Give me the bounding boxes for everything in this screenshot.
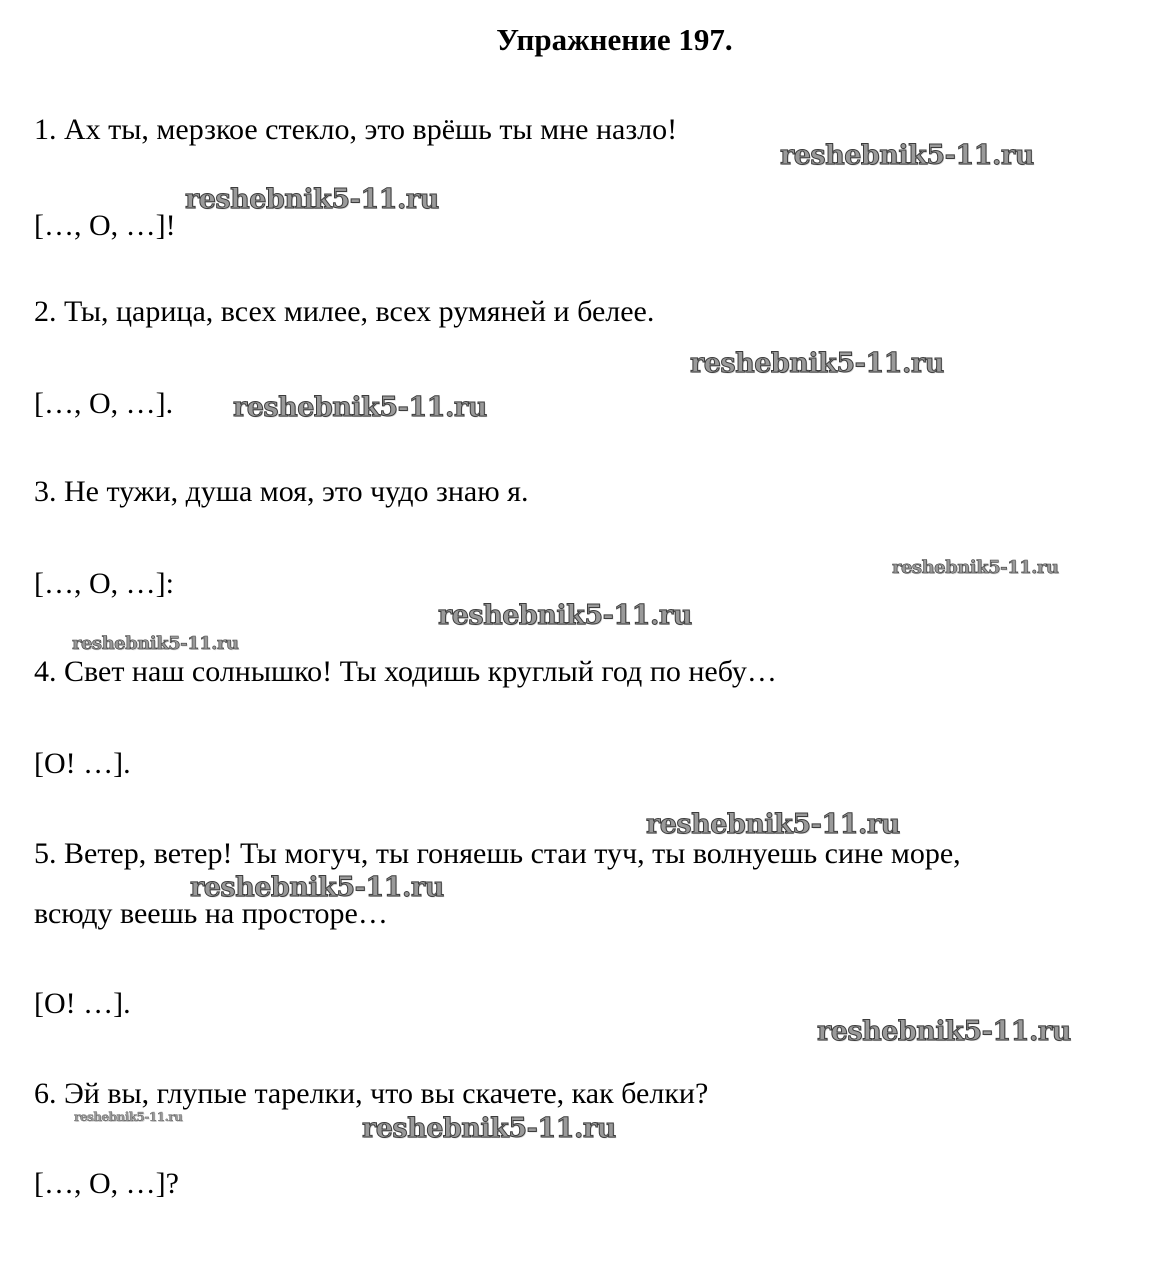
scheme-4: [О! …]. [34, 747, 131, 780]
scheme-6: […, О, …]? [34, 1167, 179, 1200]
sentence-3: 3. Не тужи, душа моя, это чудо знаю я. [34, 475, 529, 508]
watermark: reshebnik5-11.ru [690, 348, 944, 379]
sentence-1: 1. Ах ты, мерзкое стекло, это врёшь ты мне назло! [34, 113, 678, 146]
watermark: reshebnik5-11.ru [780, 140, 1034, 171]
watermark: reshebnik5-11.ru [185, 184, 439, 215]
sentence-6: 6. Эй вы, глупые тарелки, что вы скачете, как белки? [34, 1077, 709, 1110]
watermark: reshebnik5-11.ru [190, 872, 444, 903]
sentence-2: 2. Ты, царица, всех милее, всех румяней и белее. [34, 295, 655, 328]
watermark: reshebnik5-11.ru [74, 1110, 183, 1124]
sentence-5-line-1: 5. Ветер, ветер! Ты могуч, ты гоняешь стаи туч, ты волнуешь сине море, [34, 837, 961, 870]
scheme-3: […, О, …]: [34, 567, 174, 600]
scheme-1: […, О, …]! [34, 209, 176, 242]
watermark: reshebnik5-11.ru [438, 600, 692, 631]
watermark: reshebnik5-11.ru [817, 1016, 1071, 1047]
scheme-2: […, О, …]. [34, 387, 174, 420]
sentence-4: 4. Свет наш солнышко! Ты ходишь круглый год по небу… [34, 655, 777, 688]
watermark: reshebnik5-11.ru [233, 392, 487, 423]
watermark: reshebnik5-11.ru [892, 557, 1059, 578]
watermark: reshebnik5-11.ru [362, 1113, 616, 1144]
exercise-title: Упражнение 197. [496, 22, 733, 57]
scheme-5: [О! …]. [34, 987, 131, 1020]
watermark: reshebnik5-11.ru [72, 633, 239, 654]
watermark: reshebnik5-11.ru [646, 809, 900, 840]
sentence-5-line-2: всюду веешь на просторе… [34, 897, 388, 930]
